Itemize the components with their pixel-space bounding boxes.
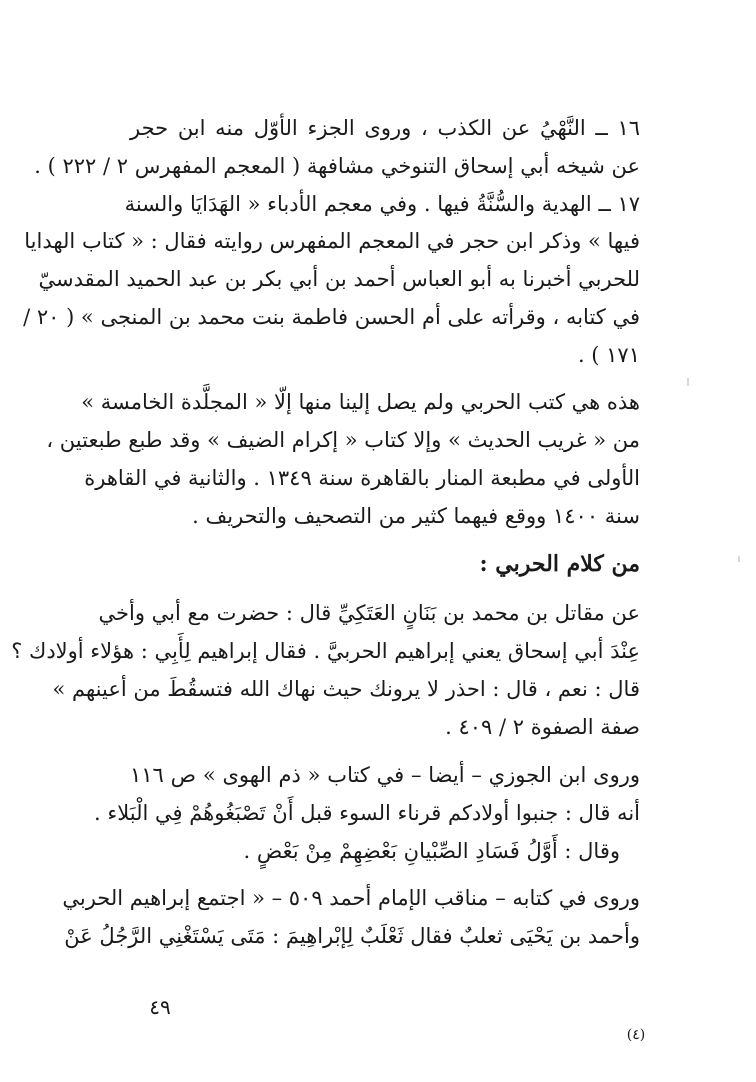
text-line-6: في كتابه ، وقرأته على أم الحسن فاطمة بنت محمد بن المنجى » ( ٢٠ / (23, 305, 640, 329)
text-line-10: الأولى في مطبعة المنار بالقاهرة سنة ١٣٤٩ . والثانية في القاهرة (84, 466, 640, 490)
text-line-2: عن شيخه أبي إسحاق التنوخي مشافهة ( المعجم المفهرس ٢ / ٢٢٢ ) . (34, 154, 640, 178)
text-line-16: صفة الصفوة ٢ / ٤٠٩ . (445, 715, 640, 739)
text-line-9: من « غريب الحديث » وإلا كتاب « إكرام الضيف » وقد طبع طبعتين ، (46, 428, 640, 452)
page-number: ٤٩ (149, 995, 171, 1019)
text-line-7: ١٧١ ) . (577, 343, 640, 367)
scan-mark (687, 378, 689, 386)
text-line-3: ١٧ ــ الهدية والسُّنَّةُ فيها . وفي معجم الأدباء « الهَدَايَا والسنة (124, 192, 640, 216)
text-line-20: وروى في كتابه – مناقب الإمام أحمد ٥٠٩ – « اجتمع إبراهيم الحربي (62, 886, 640, 910)
text-line-17: وروى ابن الجوزي – أيضا – في كتاب « ذم الهوى » ص ١١٦ (130, 763, 640, 787)
text-line-18: أنه قال : جنبوا أولادكم قرناء السوء قبل أَنْ تَصْبَغُوهُمْ فِي الْبَلاء . (93, 801, 640, 825)
text-line-19: وقال : أَوَّلُ فَسَادِ الصِّبْيانِ بَعْضِهِمْ مِنْ بَعْضٍ . (243, 839, 620, 863)
text-line-13: عن مقاتل بن محمد بن بَنَانٍ العَتَكِيِّ قال : حضرت مع أبي وأخي (98, 601, 640, 625)
text-line-14: عِنْدَ أبي إسحاق يعني إبراهيم الحربيَّ . فقال إبراهيم لِأَبِي : هؤلاء أولادك ؟ (11, 639, 640, 663)
text-line-8: هذه هي كتب الحربي ولم يصل إلينا منها إلّا « المجلَّدة الخامسة » (81, 390, 640, 414)
text-line-21: وأحمد بن يَحْيَى ثعلبٌ فقال ثَعْلَبٌ لِإبْراهِيمَ : مَتَى يَسْتَغْنِي الرَّجُلُ عَنْ (64, 924, 640, 948)
text-line-1: ١٦ ــ النَّهْيُ عن الكذب ، وروى الجزء الأوّل منه ابن حجر (130, 116, 640, 140)
scan-mark (738, 556, 740, 562)
text-line-11: سنة ١٤٠٠ ووقع فيهما كثير من التصحيف والتحريف . (192, 504, 640, 528)
text-line-15: قال : نعم ، قال : احذر لا يرونك حيث نهاك الله فتسقُطَ من أعينهم » (52, 677, 640, 701)
text-line-5: للحربي أخبرنا به أبو العباس أحمد بن أبي بكر بن عبد الحميد المقدسيّ (38, 267, 640, 291)
section-heading: من كلام الحربي : (479, 551, 640, 577)
printer-signature: (٤) (626, 1027, 646, 1043)
text-line-4: فيها » وذكر ابن حجر في المعجم المفهرس روايته فقال : « كتاب الهدايا (24, 229, 640, 253)
